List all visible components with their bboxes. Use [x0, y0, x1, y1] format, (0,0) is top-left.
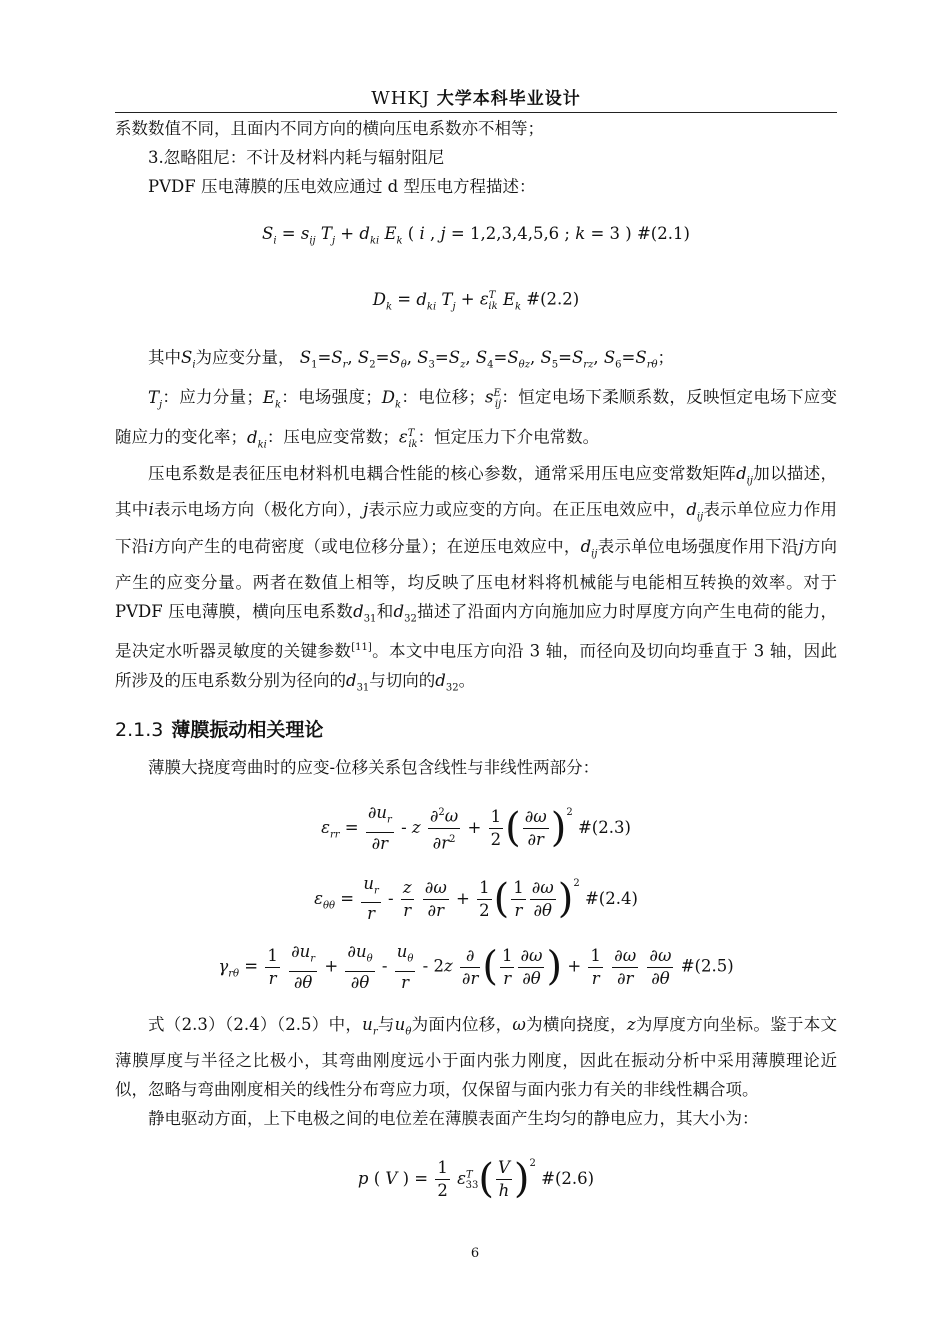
header-latin: WHKJ [371, 88, 431, 109]
equation-2-5: $\gamma_{r\theta}$ = $\frac{1}{r}$ $\frac{\partial u_r}{\partial\theta}$ + $\frac{\partial u_\theta}{\partial\theta}$ - $\frac{u_\theta}{r}$ - 2z $\frac{\partial}{\partial r}$ ( $\frac{1}{r}$ $\frac{\partial\omega}{\partial\theta}$ ) + $\frac{1}{r}$ $\frac{\partial\omega}{\partial r}$ $\frac{\partial\omega}{\partial\theta}$ #(2.5) [218, 942, 734, 992]
paragraph-7: 薄膜大挠度弯曲时的应变-位移关系包含线性与非线性两部分： [148, 757, 600, 777]
equation-tag: #(2.6) [541, 1168, 595, 1188]
equation-2-3: $\varepsilon_{rr}$ = $\frac{\partial u_r}{\partial r}$ - z $\frac{\partial^2\omega}{\partial r^2}$ + $\frac{1}{2}$ ( $\frac{\partial\omega}{\partial r}$ )$^2$ #(2.3) [321, 803, 631, 853]
paragraph-6: 压电系数是表征压电材料机电耦合性能的核心参数，通常采用压电应变常数矩阵$d_{ij}$加以描述，其中i表示电场方向（极化方向），j表示应力或应变的方向。在正压电效应中，$d_{ij}$表示单位应力作用下沿i方向产生的电荷密度（或电位移分量）；在逆压电效应中，$d_{ij}$表示单位电场强度作用下沿j方向产生的应变分量。两者在数值上相等，均反映了压电材料将机械能与电能相互转换的效率。对于 PVDF 压电薄膜，横向压电系数$d_{31}$和$d_{32}$描述了沿面内方向施加应力时厚度方向产生电荷的能力，是决定水听器灵敏度的关键参数[11]。本文中电压方向沿 3 轴，而径向及切向均垂直于 3 轴，因此所涉及的压电系数分别为径向的$d_{31}$与切向的$d_{32}$。 [115, 463, 838, 693]
paragraph-4: 其中$S_i$为应变分量， $S_1=S_r$, $S_2=S_\theta$, $S_3=S_z$, $S_4=S_{\theta z}$, $S_5=S_{rz}$, $S_6=S_{r\theta}$； [148, 348, 674, 371]
header-title: 大学本科毕业设计 [436, 89, 581, 109]
paragraph-1: 系数数值不同，且面内不同方向的横向压电系数亦不相等； [115, 119, 544, 138]
paragraph-3: PVDF 压电薄膜的压电效应通过 d 型压电方程描述： [148, 177, 536, 196]
section-heading [115, 716, 837, 745]
page-body [115, 114, 837, 1202]
equation-tag: #(2.1) [636, 224, 690, 243]
equation-2-6: p ( V ) = $\frac{1}{2}$ $\varepsilon^T_{33}$( $\frac{V}{h}$ )$^2$ #(2.6) [357, 1155, 595, 1202]
page-number: 6 [470, 1246, 480, 1261]
paragraph-2: 3.忽略阻尼：不计及材料内耗与辐射阻尼 [148, 148, 445, 167]
equation-2-2: $D_k = d_{ki}$ $T_j + \varepsilon^T_{ik}$ $E_k$ #(2.2) [372, 289, 580, 313]
paragraph-9: 静电驱动方面，上下电极之间的电位差在薄膜表面产生均匀的静电应力，其大小为： [148, 1108, 759, 1128]
equation-2-4: $\varepsilon_{\theta\theta}$ = $\frac{u_r}{r}$ - $\frac{z}{r}$ $\frac{\partial\omega}{\partial r}$ + $\frac{1}{2}$ ( $\frac{1}{r}$ $\frac{\partial\omega}{\partial\theta}$ )$^2$ #(2.4) [314, 873, 638, 924]
header-rule [115, 112, 837, 113]
section-number: 2.1.3 [115, 718, 164, 741]
equation-tag: #(2.4) [584, 888, 638, 908]
equation-tag: #(2.3) [577, 817, 631, 837]
paragraph-5: $T_j$：应力分量；$E_k$：电场强度；$D_k$：电位移；$s^E_{ij}$：恒定电场下柔顺系数，反映恒定电场下应变随应力的变化率；$d_{ki}$：压电应变常数；$\varepsilon^T_{ik}$：恒定压力下介电常数。 [115, 387, 838, 450]
equation-2-1: $S_i = s_{ij}$ $T_j + d_{ki}$ $E_k$ ( i , j = 1,2,3,4,5,6 ; k = 3 ) #(2.1) [262, 224, 690, 247]
running-header [115, 84, 837, 109]
citation[interactable]: [11] [351, 642, 372, 654]
equation-tag: #(2.2) [526, 289, 580, 309]
paragraph-8: 式（2.3）（2.4）（2.5）中，$u_r$与$u_\theta$为面内位移，ω为横向挠度，z为厚度方向坐标。鉴于本文薄膜厚度与半径之比极小，其弯曲刚度远小于面内张力刚度，因此在振动分析中采用薄膜理论近似，忽略与弯曲刚度相关的线性分布弯应力项，仅保留与面内张力有关的非线性耦合项。 [115, 1014, 837, 1099]
equation-tag: #(2.5) [680, 956, 734, 976]
section-title: 薄膜振动相关理论 [171, 718, 324, 741]
